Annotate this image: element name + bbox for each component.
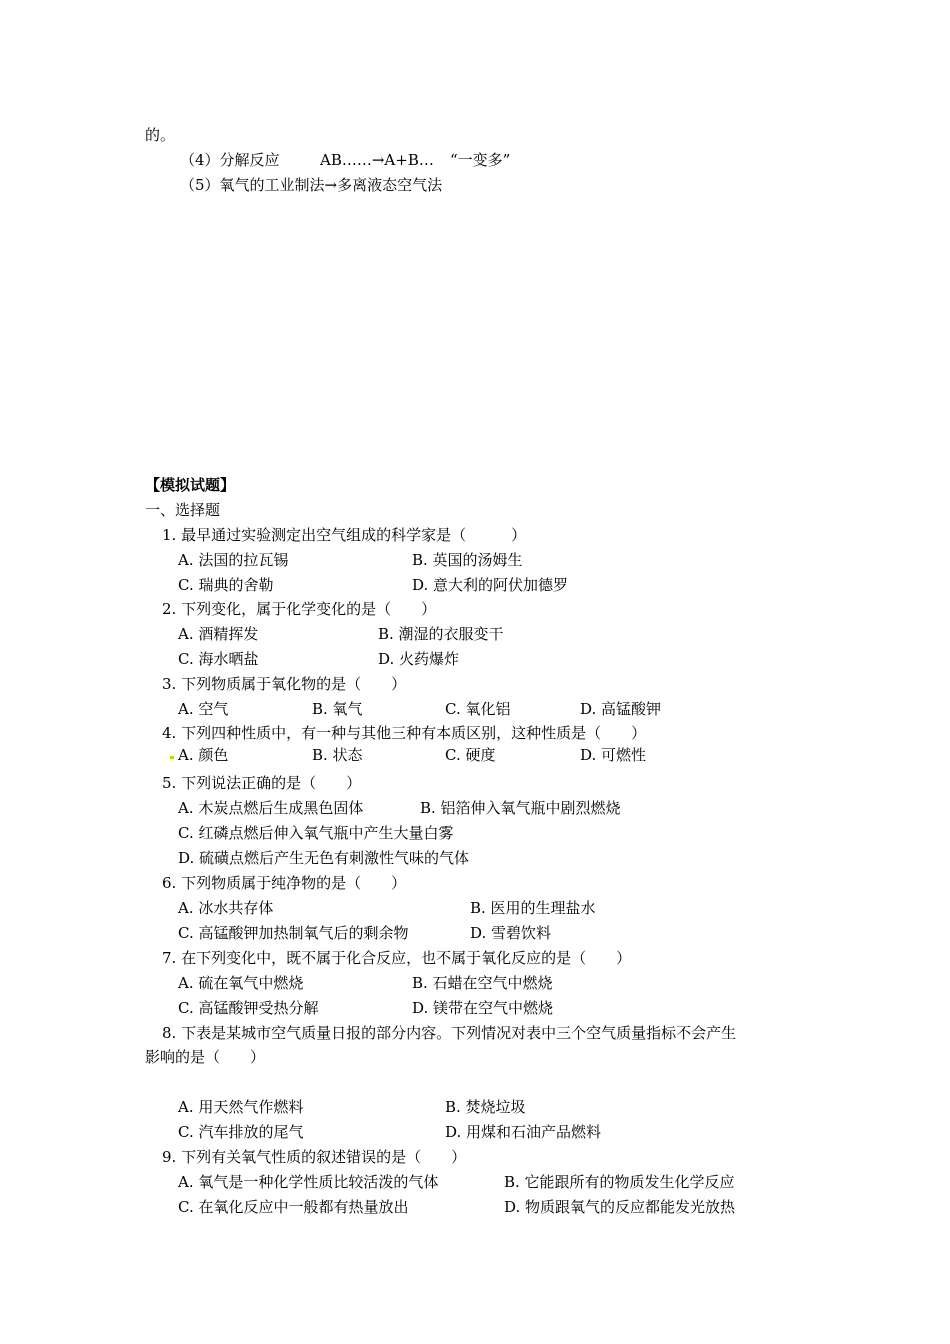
option-7b: B. 石蜡在空气中燃烧 xyxy=(412,974,553,992)
option-9c: C. 在氧化反应中一般都有热量放出 xyxy=(178,1198,409,1216)
question-stem-2: 2. 下列变化，属于化学变化的是（ ） xyxy=(162,600,437,618)
question-stem-7: 7. 在下列变化中，既不属于化合反应，也不属于氧化反应的是（ ） xyxy=(162,949,632,967)
option-7d: D. 镁带在空气中燃烧 xyxy=(412,999,554,1017)
option-5c: C. 红磷点燃后伸入氧气瓶中产生大量白雾 xyxy=(178,824,454,842)
option-6a: A. 冰水共存体 xyxy=(178,899,274,917)
section-heading: 【模拟试题】 xyxy=(145,476,236,494)
question-stem-4: 4. 下列四种性质中，有一种与其他三种有本质区别，这种性质是（ ） xyxy=(162,724,647,742)
question-stem-1: 1. 最早通过实验测定出空气组成的科学家是（ ） xyxy=(162,526,527,544)
option-6d: D. 雪碧饮料 xyxy=(470,924,552,942)
question-stem-9: 9. 下列有关氧气性质的叙述错误的是（ ） xyxy=(162,1148,467,1166)
option-5a: A. 木炭点燃后生成黑色固体 xyxy=(178,799,364,817)
highlight-mark xyxy=(170,756,174,759)
option-4c: C. 硬度 xyxy=(445,746,496,764)
intro-line-0: 的。 xyxy=(145,126,176,144)
option-3d: D. 高锰酸钾 xyxy=(580,700,662,718)
option-3b: B. 氧气 xyxy=(312,700,363,718)
option-2b: B. 潮湿的衣服变干 xyxy=(378,625,504,643)
section-subheading: 一、选择题 xyxy=(145,501,221,519)
option-1c: C. 瑞典的舍勒 xyxy=(178,576,274,594)
option-8b: B. 焚烧垃圾 xyxy=(445,1098,526,1116)
intro-line-1-note: “一变多” xyxy=(450,151,511,169)
option-6c: C. 高锰酸钾加热制氧气后的剩余物 xyxy=(178,924,409,942)
option-4a: A. 颜色 xyxy=(178,746,229,764)
option-7c: C. 高锰酸钾受热分解 xyxy=(178,999,319,1017)
option-2a: A. 酒精挥发 xyxy=(178,625,259,643)
question-stem-6: 6. 下列物质属于纯净物的是（ ） xyxy=(162,874,407,892)
option-4d: D. 可燃性 xyxy=(580,746,647,764)
question-stem-5: 5. 下列说法正确的是（ ） xyxy=(162,774,362,792)
option-8c: C. 汽车排放的尾气 xyxy=(178,1123,304,1141)
option-8d: D. 用煤和石油产品燃料 xyxy=(445,1123,602,1141)
option-1a: A. 法国的拉瓦锡 xyxy=(178,551,289,569)
option-9a: A. 氧气是一种化学性质比较活泼的气体 xyxy=(178,1173,439,1191)
intro-line-2: （5）氧气的工业制法→多离液态空气法 xyxy=(180,176,443,194)
question-stem-3: 3. 下列物质属于氧化物的是（ ） xyxy=(162,675,407,693)
question-stem-8: 8. 下表是某城市空气质量日报的部分内容。下列情况对表中三个空气质量指标不会产生 xyxy=(162,1024,737,1042)
option-6b: B. 医用的生理盐水 xyxy=(470,899,596,917)
option-7a: A. 硫在氧气中燃烧 xyxy=(178,974,304,992)
option-8a: A. 用天然气作燃料 xyxy=(178,1098,304,1116)
option-1b: B. 英国的汤姆生 xyxy=(412,551,523,569)
option-2d: D. 火药爆炸 xyxy=(378,650,460,668)
option-1d: D. 意大利的阿伏加德罗 xyxy=(412,576,569,594)
intro-line-1-num: （4）分解反应 xyxy=(180,151,280,169)
option-5b: B. 铝箔伸入氧气瓶中剧烈燃烧 xyxy=(420,799,621,817)
intro-line-1-formula: AB……→A+B… xyxy=(320,151,434,169)
option-4b: B. 状态 xyxy=(312,746,363,764)
option-9b: B. 它能跟所有的物质发生化学反应 xyxy=(504,1173,735,1191)
option-3c: C. 氧化铝 xyxy=(445,700,511,718)
option-3a: A. 空气 xyxy=(178,700,229,718)
option-2c: C. 海水晒盐 xyxy=(178,650,259,668)
option-5d: D. 硫磺点燃后产生无色有刺激性气味的气体 xyxy=(178,849,470,867)
question-stem-8-cont: 影响的是（ ） xyxy=(145,1048,266,1066)
option-9d: D. 物质跟氧气的反应都能发光放热 xyxy=(504,1198,736,1216)
